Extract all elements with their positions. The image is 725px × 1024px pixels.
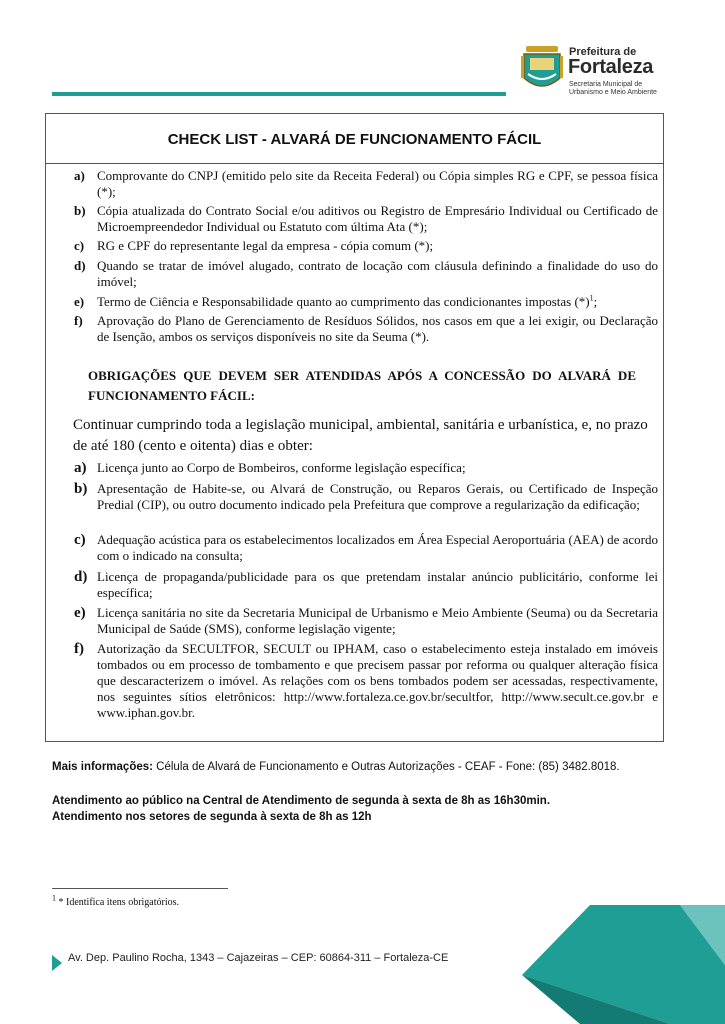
obligations-intro: Continuar cumprindo toda a legislação municipal, ambiental, sanitária e urbanística, e, no prazo de até 180 (cento e oitenta) dias e obter:	[73, 417, 648, 454]
item-text: Licença junto ao Corpo de Bombeiros, conforme legislação específica;	[97, 460, 466, 475]
item-text-main: Termo de Ciência e Responsabilidade quanto ao cumprimento das condicionantes impostas (*)	[97, 294, 590, 309]
hours-text-1: Atendimento ao público na Central de Atendimento de segunda à sexta de 8h as 16h30min.	[52, 795, 551, 807]
header-rule	[52, 92, 506, 96]
item-letter: b)	[74, 203, 86, 218]
more-info	[52, 760, 620, 775]
logo-line2: Fortaleza	[568, 56, 654, 78]
footer-address: Av. Dep. Paulino Rocha, 1343 – Cajazeiras – CEP: 60864-311 – Fortaleza-CE	[68, 952, 449, 964]
checklist-title: CHECK LIST - ALVARÁ DE FUNCIONAMENTO FÁCIL	[167, 131, 542, 148]
hours-text-2: Atendimento nos setores de segunda à sexta de 8h as 12h	[52, 811, 372, 823]
item-letter: e)	[74, 605, 86, 621]
footer-arrow-icon	[52, 955, 62, 971]
item-text: Apresentação de Habite-se, ou Alvará de Construção, ou Reparos Gerais, ou Certificado de Inspeção Predial (CIP), ou outro documento indicado pela Prefeitura que comprove a regularização da edificação;	[97, 481, 658, 512]
footnote-mark: 1	[52, 893, 56, 903]
footer-decoration-icon	[520, 905, 725, 1024]
item-text	[97, 294, 658, 310]
item-text: Licença sanitária no site da Secretaria Municipal de Urbanismo e Meio Ambiente (Seuma) ou da Secretaria Municipal de Saúde (SMS), conforme legislação vigente;	[97, 605, 658, 636]
footnote-rule	[52, 888, 228, 889]
footnote	[52, 893, 180, 908]
item-letter: c)	[74, 238, 85, 253]
footnote-ref: 1	[589, 293, 594, 303]
item-text: Adequação acústica para os estabelecimentos localizados em Área Especial Aeroportuária (AEA) de acordo com o indicado na consulta;	[97, 532, 658, 563]
logo-line3: Secretaria Municipal de Urbanismo e Meio Ambiente	[569, 81, 657, 96]
item-letter: f)	[74, 313, 83, 328]
item-text: Autorização da SECULTFOR, SECULT ou IPHAM, caso o estabelecimento esteja instalado em imóveis tombados ou em processo de tombamento e que precisem passar por reforma ou qualquer alteração física que descaracterizem o imóvel. As relações com os bens tombados podem ser acessadas, respectivamente, nos seguintes sítios eletrônicos: http://www.fortaleza.ce.gov.br/secultfor, http://www.secult.ce.gov.br e www.iphan.gov.br.	[97, 641, 658, 720]
more-info-label: Mais informações:	[52, 761, 153, 773]
item-letter: d)	[74, 569, 88, 585]
title-row	[46, 114, 663, 164]
item-text: Licença de propaganda/publicidade para os que pretendam instalar anúncio publicitário, conforme lei específica;	[97, 569, 658, 600]
hours-line-2	[52, 810, 372, 825]
item-text-after: ;	[593, 294, 598, 309]
fortaleza-logo	[520, 44, 670, 96]
item-text: Quando se tratar de imóvel alugado, contrato de locação com cláusula definindo a finalidade do uso do imóvel;	[97, 258, 658, 289]
logo-line1: Prefeitura de	[569, 46, 637, 58]
item-letter: b)	[74, 481, 88, 497]
item-text: Aprovação do Plano de Gerenciamento de Resíduos Sólidos, nos casos em que a lei exigir, ou Declaração de Isenção, ambos os serviços disponíveis no site da Seuma (*).	[97, 313, 658, 344]
item-text: Cópia atualizada do Contrato Social e/ou aditivos ou Registro de Empresário Individual ou Certificado de Microempreendedor Individual ou Estatuto com última Ata (*);	[97, 203, 658, 234]
item-text: Comprovante do CNPJ (emitido pelo site da Receita Federal) ou Cópia simples RG e CPF, se pessoa física (*);	[97, 168, 658, 199]
item-letter: d)	[74, 258, 86, 273]
obligations-title: OBRIGAÇÕES QUE DEVEM SER ATENDIDAS APÓS A CONCESSÃO DO ALVARÁ DE FUNCIONAMENTO FÁCIL:	[88, 368, 636, 403]
item-letter: a)	[74, 168, 85, 183]
coat-of-arms-icon	[520, 44, 564, 94]
item-letter: e)	[74, 294, 85, 309]
item-letter: c)	[74, 532, 86, 548]
hours-line-1	[52, 794, 550, 809]
item-letter: f)	[74, 641, 84, 657]
more-info-text: Célula de Alvará de Funcionamento e Outras Autorizações - CEAF - Fone: (85) 3482.8018.	[152, 761, 620, 773]
item-letter: a)	[74, 460, 87, 476]
item-text: RG e CPF do representante legal da empresa - cópia comum (*);	[97, 238, 434, 253]
footnote-text: * Identifica itens obrigatórios.	[56, 897, 180, 908]
